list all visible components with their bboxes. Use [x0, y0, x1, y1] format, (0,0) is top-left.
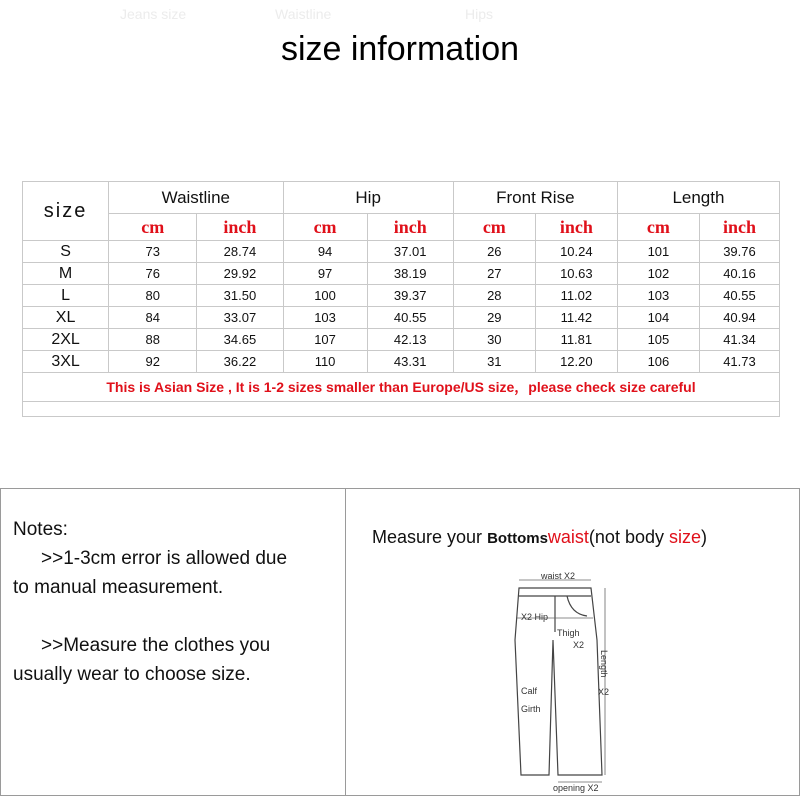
size-cell: 101	[617, 241, 699, 263]
size-cell: 11.81	[535, 329, 617, 351]
measure-size-word: size	[669, 527, 702, 547]
size-cell: 84	[109, 307, 197, 329]
unit-cm: cm	[617, 214, 699, 241]
pants-measurement-diagram	[505, 570, 625, 795]
size-cell: 94	[283, 241, 367, 263]
unit-inch: inch	[535, 214, 617, 241]
label-girth: Girth	[521, 704, 541, 714]
size-cell: 11.02	[535, 285, 617, 307]
label-waist: waist X2	[541, 571, 576, 581]
size-row	[23, 351, 780, 373]
size-cell: 12.20	[535, 351, 617, 373]
size-cell: 92	[109, 351, 197, 373]
size-cell: 76	[109, 263, 197, 285]
table-spacer	[23, 402, 780, 417]
size-label: XL	[23, 307, 109, 329]
label-length-x2: X2	[598, 687, 610, 697]
measure-prefix: Measure your	[372, 527, 483, 547]
size-cell: 103	[283, 307, 367, 329]
note-error-line2: to manual measurement.	[13, 577, 224, 598]
size-cell: 42.13	[367, 329, 453, 351]
spacer-row	[23, 402, 780, 417]
size-cell: 106	[617, 351, 699, 373]
hip-header: Hip	[283, 182, 453, 214]
measure-suffix: )	[701, 527, 708, 547]
size-label: L	[23, 285, 109, 307]
note-measure-line2: usually wear to choose size.	[13, 664, 251, 685]
unit-cm: cm	[453, 214, 535, 241]
asian-size-warning: This is Asian Size , It is 1-2 sizes smaller than Europe/US size，please check size careful	[23, 373, 780, 402]
size-cell: 40.16	[699, 263, 779, 285]
size-cell: 31.50	[197, 285, 283, 307]
unit-inch: inch	[699, 214, 779, 241]
notes-heading: Notes:	[13, 519, 68, 540]
page-title: size information	[280, 30, 520, 68]
size-cell: 37.01	[367, 241, 453, 263]
ghost-text-jeans-size: Jeans size	[120, 6, 187, 22]
size-cell: 34.65	[197, 329, 283, 351]
unit-header-row	[23, 214, 780, 241]
size-cell: 40.55	[699, 285, 779, 307]
size-cell: 36.22	[197, 351, 283, 373]
length-header: Length	[617, 182, 779, 214]
unit-cm: cm	[109, 214, 197, 241]
measure-waist: waist	[547, 527, 589, 547]
size-cell: 41.34	[699, 329, 779, 351]
size-label: 2XL	[23, 329, 109, 351]
size-table	[22, 181, 780, 417]
size-cell: 26	[453, 241, 535, 263]
note-measure-line1: >>Measure the clothes you	[41, 635, 271, 656]
waistline-header: Waistline	[109, 182, 283, 214]
size-cell: 29.92	[197, 263, 283, 285]
size-cell: 39.76	[699, 241, 779, 263]
size-cell: 80	[109, 285, 197, 307]
pocket-line	[567, 596, 587, 616]
size-row	[23, 307, 780, 329]
size-cell: 103	[617, 285, 699, 307]
size-cell: 28	[453, 285, 535, 307]
size-cell: 39.37	[367, 285, 453, 307]
size-cell: 30	[453, 329, 535, 351]
warning-row	[23, 373, 780, 402]
size-label: 3XL	[23, 351, 109, 373]
size-cell: 97	[283, 263, 367, 285]
size-cell: 100	[283, 285, 367, 307]
size-cell: 33.07	[197, 307, 283, 329]
ghost-text-hips: Hips	[465, 6, 494, 22]
size-cell: 11.42	[535, 307, 617, 329]
ghost-text-waistline: Waistline	[275, 6, 332, 22]
size-cell: 102	[617, 263, 699, 285]
label-thigh-x2: X2	[573, 640, 585, 650]
size-cell: 40.94	[699, 307, 779, 329]
unit-inch: inch	[197, 214, 283, 241]
panel-divider	[345, 489, 346, 795]
label-opening: opening X2	[553, 783, 599, 793]
measure-bottoms: Bottoms	[487, 530, 548, 547]
size-cell: 10.24	[535, 241, 617, 263]
size-cell: 29	[453, 307, 535, 329]
unit-cm: cm	[283, 214, 367, 241]
size-cell: 27	[453, 263, 535, 285]
size-cell: 31	[453, 351, 535, 373]
notes-section	[13, 515, 343, 689]
measure-instruction	[372, 527, 707, 548]
size-cell: 41.73	[699, 351, 779, 373]
size-row	[23, 329, 780, 351]
measure-middle: (not body	[588, 527, 664, 547]
size-cell: 107	[283, 329, 367, 351]
measurement-guide-panel	[0, 488, 800, 796]
unit-inch: inch	[367, 214, 453, 241]
size-cell: 28.74	[197, 241, 283, 263]
size-cell: 43.31	[367, 351, 453, 373]
size-cell: 105	[617, 329, 699, 351]
notes-gap	[13, 602, 343, 631]
size-cell: 104	[617, 307, 699, 329]
size-label: M	[23, 263, 109, 285]
size-label: S	[23, 241, 109, 263]
group-header-row	[23, 182, 780, 214]
front-rise-header: Front Rise	[453, 182, 617, 214]
size-cell: 88	[109, 329, 197, 351]
label-calf: Calf	[521, 686, 538, 696]
size-column-header: size	[23, 182, 109, 241]
size-cell: 73	[109, 241, 197, 263]
size-row	[23, 241, 780, 263]
size-cell: 40.55	[367, 307, 453, 329]
size-cell: 10.63	[535, 263, 617, 285]
label-thigh: Thigh	[557, 628, 580, 638]
note-error-line1: >>1-3cm error is allowed due	[41, 548, 288, 569]
size-cell: 38.19	[367, 263, 453, 285]
size-cell: 110	[283, 351, 367, 373]
size-row	[23, 285, 780, 307]
label-hip: X2 Hip	[521, 612, 549, 622]
size-row	[23, 263, 780, 285]
label-length: Length	[599, 650, 609, 678]
